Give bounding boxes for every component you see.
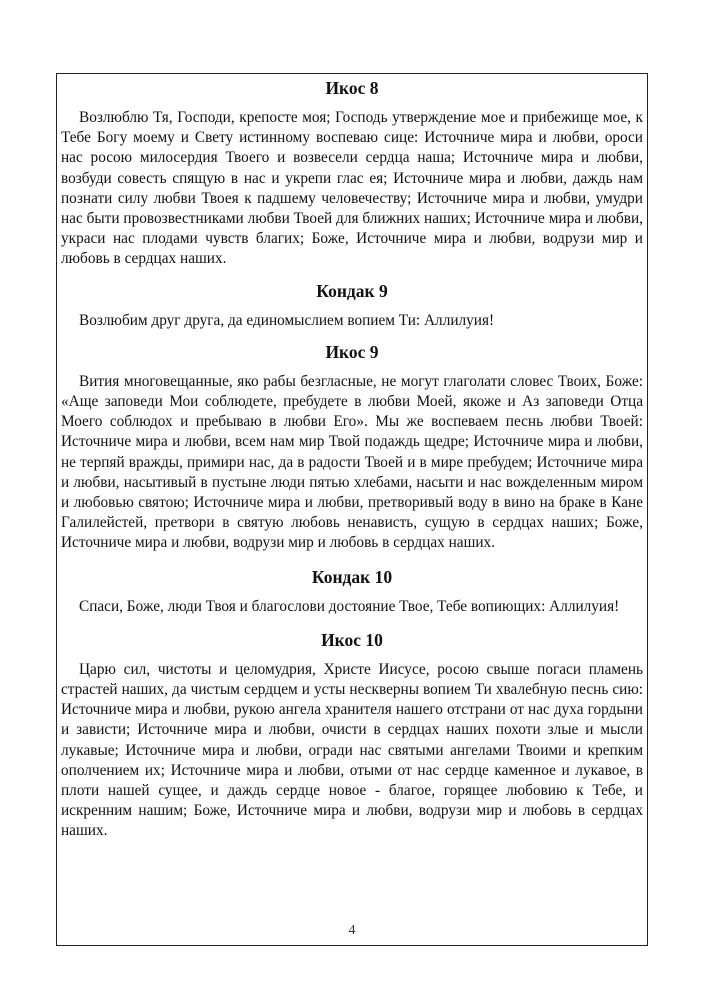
section-text-ikos-10: Царю сил, чистоты и целомудрия, Христе Иисусе, росою свыше погаси пламень страстей наших, да чистым сердцем и усты нескверны вопием Ти хвалебную песнь сию: Источниче мира и любви, рукою ангела хранителя нашего отстрани от нас духа гордыни и зависти; Источниче мира и любви, очисти в сердцах наших похоти злые и мысли лукавые; Источниче мира и любви, огради нас святыми ангелами Твоими и крепким ополчением их; Источниче мира и любви, отыми от нас сердце каменное и лукавое, в плоти нашей сущее, и даждь сердце новое - благое, горящее любовию к Тебе, и искренним нашим; Боже, Источниче мира и любви, водрузи мир и любовь в сердцах наших. [61,660,643,840]
section-heading-kondak-10: Кондак 10 [311,566,393,587]
page-frame [56,73,648,946]
section-text-kondak-9: Возлюбим друг друга, да единомыслием вопием Ти: Аллилуия! [79,311,495,329]
section-heading-ikos-8: Икос 8 [325,78,379,98]
section-heading-ikos-10: Икос 10 [321,629,383,650]
page-number: 4 [348,923,356,938]
section-text-kondak-10: Спаси, Боже, люди Твоя и благослови достояние Твое, Тебе вопиющих: Аллилуия! [79,597,620,615]
section-text-ikos-8: Возлюблю Тя, Господи, крепосте моя; Господь утверждение мое и прибежище мое, к Тебе Богу моему и Свету истинному воспеваю сице: Источниче мира и любви, ороси нас росою милосердия Твоего и возвесели сердца наша; Источниче мира и любви, возбуди совесть спящую в нас и укрепи глас ея; Источниче мира и любви, даждь нам познати силу любви Твоея к падшему человечеству; Источниче мира и любви, умудри нас быти провозвестниками любви Твоей для ближних наших; Источниче мира и любви, украси нас плодами чувств благих; Боже, Источниче мира и любви, водрузи мир и любовь в сердцах наших. [61,109,643,268]
section-heading-ikos-9: Икос 9 [325,341,379,362]
section-text-ikos-9: Вития многовещанные, яко рабы безгласные, не могут глаголати словес Твоих, Боже: «Аще заповеди Мои соблюдете, пребудете в любви Моей, якоже и Аз заповеди Отца Моего соблюдох и пребываю в любви Его». Мы же воспеваем песнь любви Твоей: Источниче мира и любви, всем нам мир Твой подаждь щедре; Источниче мира и любви, не терпяй вражды, примири нас, да в радости Твоей и в мире пребудем; Источниче мира и любви, насытивый в пустыне люди пятью хлебами, насыти и нас вожделенным миром и любовью святою; Источниче мира и любви, претворивый воду в вино на браке в Кане Галилейстей, претвори в святую любовь ненависть, сущую в сердцах наших; Боже, Источниче мира и любви, водрузи мир и любовь в сердцах наших. [61,372,643,552]
page-content [61,74,643,842]
section-heading-kondak-9: Кондак 9 [316,280,388,301]
